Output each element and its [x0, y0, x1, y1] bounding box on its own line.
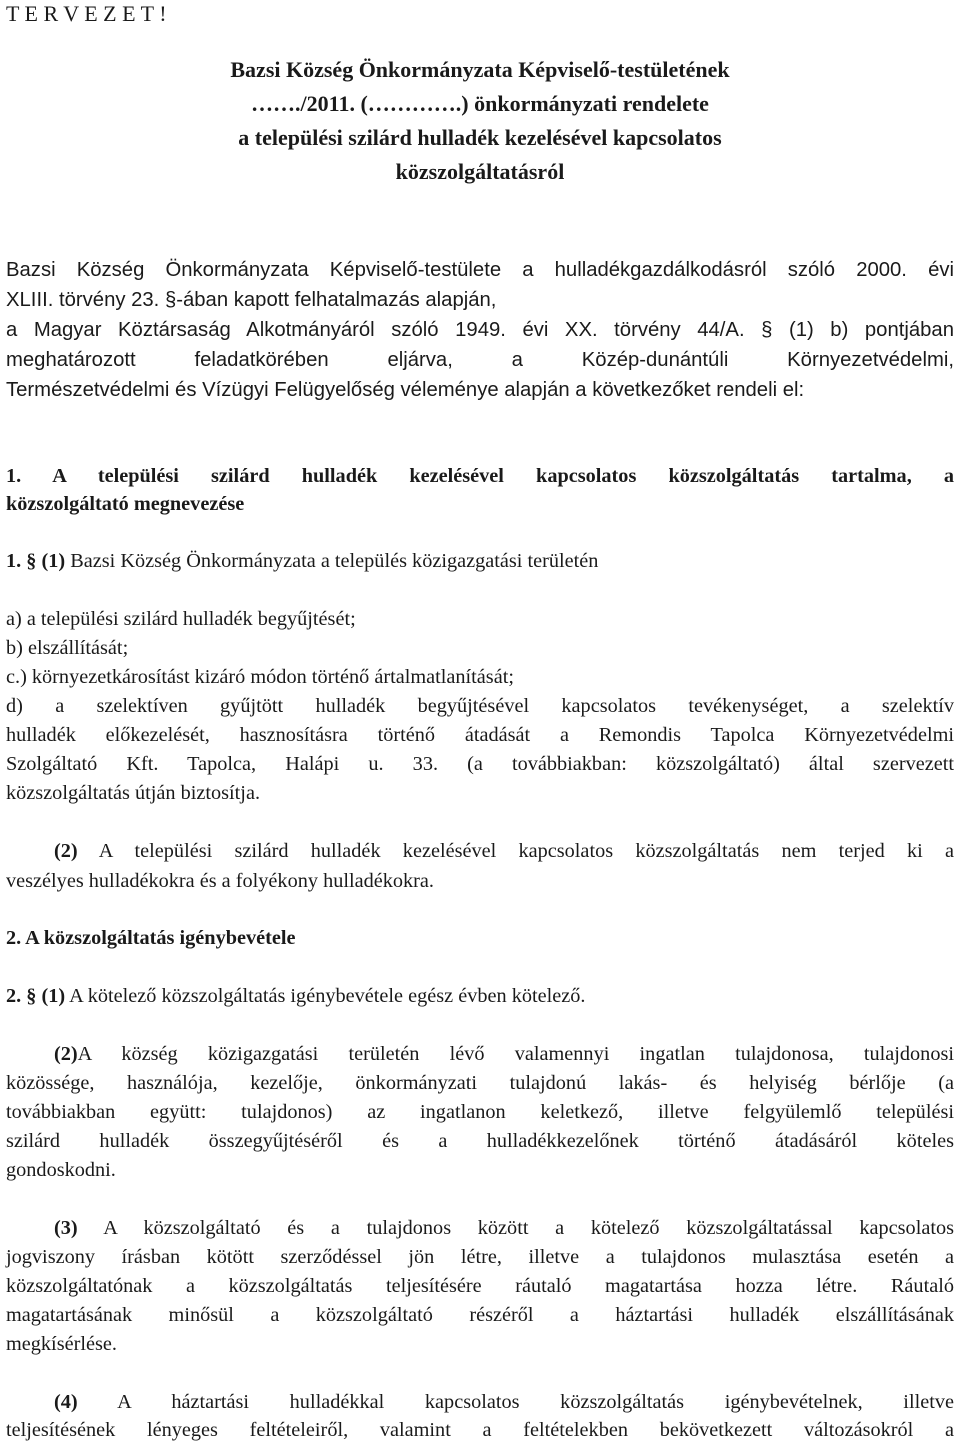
draft-label: T E R V E Z E T !	[6, 1, 167, 26]
section2-paragraph-2-line-3: továbbiakban együtt: tulajdonos) az ingatlanon keletkező, illetve felgyülemlő települési	[6, 1101, 954, 1123]
title-line-3: a települési szilárd hulladék kezelésével kapcsolatos	[238, 125, 722, 150]
preamble-line-3: a Magyar Köztársaság Alkotmányáról szóló 1949. évi XX. törvény 44/A. § (1) b) pontjában	[6, 319, 954, 341]
section2-paragraph-2-line-4: szilárd hulladék összegyűjtéséről és a hulladékkezelőnek történő átadásáról köteles	[6, 1130, 954, 1152]
preamble-line-2: XLIII. törvény 23. §-ában kapott felhatalmazás alapján,	[6, 289, 497, 311]
section1-heading-line-1: 1. A települési szilárd hulladék kezelésével kapcsolatos közszolgáltatás tartalma, a	[6, 465, 954, 487]
section2-paragraph-3-line-4: magatartásának minősül a közszolgáltató részéről a háztartási hulladék elszállításának	[6, 1304, 954, 1326]
section1-paragraph-1	[6, 549, 598, 573]
list-item-d-line-4: közszolgáltatás útján biztosítja.	[6, 782, 261, 804]
section2-paragraph-2-line-2: közössége, használója, kezelője, önkormányzati tulajdonú lakás- és helyiség bérlője (a	[6, 1072, 954, 1094]
preamble-line-5: Természetvédelmi és Vízügyi Felügyelőség véleménye alapján a következőket rendeli el:	[6, 379, 805, 401]
section2-heading: 2. A közszolgáltatás igénybevétele	[6, 927, 296, 949]
section2-paragraph-2-line-1	[54, 1042, 954, 1066]
section1-heading-line-2: közszolgáltató megnevezése	[6, 493, 245, 515]
preamble-line-4: meghatározott feladatkörében eljárva, a Közép-dunántúli Környezetvédelmi,	[6, 349, 954, 371]
list-item-d-line-2: hulladék előkezelését, hasznosításra történő átadását a Remondis Tapolca Környezetvédelmi	[6, 724, 954, 746]
paragraph-number: (2)	[54, 840, 78, 862]
section2-paragraph-4-line-1	[54, 1390, 954, 1414]
paragraph-text: Bazsi Község Önkormányzata a település közigazgatási területén	[65, 550, 599, 572]
section2-paragraph-2-line-5: gondoskodni.	[6, 1159, 116, 1181]
section1-paragraph-2-line-2: veszélyes hulladékokra és a folyékony hulladékokra.	[6, 870, 435, 892]
preamble-line-1: Bazsi Község Önkormányzata Képviselő-testülete a hulladékgazdálkodásról szóló 2000. évi	[6, 259, 954, 281]
paragraph-text: A kötelező közszolgáltatás igénybevétele egész évben kötelező.	[65, 985, 586, 1007]
paragraph-number: (2)	[54, 1043, 78, 1065]
section1-paragraph-2-line-1	[54, 839, 954, 863]
section2-paragraph-3-line-2: jogviszony írásban kötött szerződéssel jön létre, illetve a tulajdonos mulasztása esetén a	[6, 1246, 954, 1268]
paragraph-number: (3)	[54, 1217, 78, 1239]
section2-paragraph-3-line-3: közszolgáltatónak a közszolgáltatás teljesítésére ráutaló magatartása hozza létre. Ráutaló	[6, 1275, 954, 1297]
section2-paragraph-3-line-1	[54, 1216, 954, 1240]
title-line-4: közszolgáltatásról	[395, 159, 565, 184]
paragraph-text: A község közigazgatási területén lévő valamennyi ingatlan tulajdonosa, tulajdonosi	[77, 1043, 954, 1065]
list-item-b: b) elszállítását;	[6, 637, 129, 659]
list-item-c: c.) környezetkárosítást kizáró módon történő ártalmatlanítását;	[6, 666, 514, 688]
section2-paragraph-3-line-5: megkísérlése.	[6, 1333, 117, 1355]
paragraph-number: 1. § (1)	[6, 550, 66, 572]
title-line-1: Bazsi Község Önkormányzata Képviselő-testületének	[230, 57, 730, 82]
title-line-2: ……./2011. (………….) önkormányzati rendelete	[251, 91, 709, 116]
paragraph-text: A háztartási hulladékkal kapcsolatos közszolgáltatás igénybevételnek, illetve	[77, 1391, 954, 1413]
list-item-d-line-1: d) a szelektíven gyűjtött hulladék begyűjtésével kapcsolatos tevékenységet, a szelektív	[6, 695, 954, 717]
paragraph-text: A közszolgáltató és a tulajdonos között a kötelező közszolgáltatással kapcsolatos	[77, 1217, 954, 1239]
list-item-a: a) a települési szilárd hulladék begyűjtését;	[6, 608, 356, 630]
section2-paragraph-4-line-2: teljesítésének lényeges feltételeiről, valamint a feltételekben bekövetkezett változásokról a	[6, 1419, 954, 1441]
list-item-d-line-3: Szolgáltató Kft. Tapolca, Halápi u. 33. (a továbbiakban: közszolgáltató) által szervezett	[6, 753, 954, 775]
section2-paragraph-1	[6, 984, 585, 1008]
paragraph-text: A települési szilárd hulladék kezelésével kapcsolatos közszolgáltatás nem terjed ki a	[77, 840, 954, 862]
paragraph-number: (4)	[54, 1391, 78, 1413]
paragraph-number: 2. § (1)	[6, 985, 66, 1007]
